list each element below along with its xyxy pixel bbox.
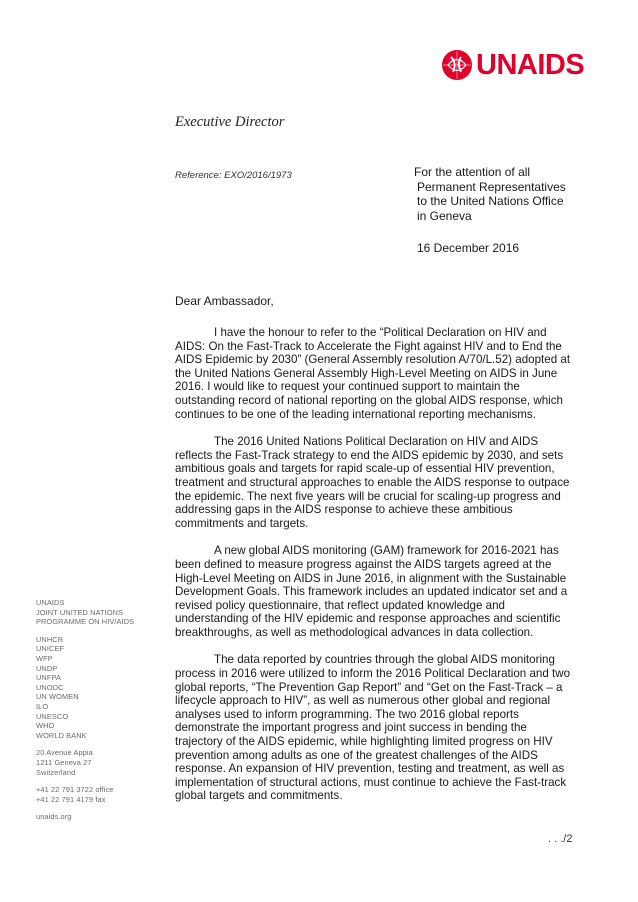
attention-block — [414, 165, 604, 223]
attention-line: in Geneva — [417, 208, 472, 223]
letter-body — [175, 326, 577, 817]
cosponsor-item: UNDP — [36, 663, 58, 673]
org-block — [36, 598, 166, 627]
letterhead-title: Executive Director — [175, 114, 285, 130]
org-line: JOINT UNITED NATIONS — [36, 607, 124, 617]
cosponsor-item: WHO — [36, 721, 55, 731]
reference-label: Reference: — [175, 170, 222, 181]
cosponsor-item: WORLD BANK — [36, 730, 87, 740]
address-block — [36, 748, 166, 777]
body-paragraph: A new global AIDS monitoring (GAM) framework for 2016-2021 has been defined to measure progress against the AIDS targets agreed at the High-Level Meeting on AIDS in June 2016, in alignment with the Sustainable Development Goals. This framework includes an updated indicator set and a revised policy questionnaire, that reflect updated knowledge and understanding of the HIV epidemic and response approaches and scientific breakthroughs, as well as methodological advances in data collection. — [175, 544, 568, 639]
page-number: . . ./2 — [548, 833, 573, 845]
cosponsor-item: ILO — [36, 701, 49, 711]
phone-line: +41 22 791 4179 fax — [36, 794, 106, 804]
cosponsor-item: UNFPA — [36, 673, 61, 683]
phone-block — [36, 785, 166, 804]
red-ribbon-icon — [440, 48, 474, 82]
attention-line: Permanent Representatives — [417, 179, 566, 194]
body-paragraph: I have the honour to refer to the “Political Declaration on HIV and AIDS: On the Fast-Track to Accelerate the Fight against HIV and to End the AIDS Epidemic by 2030” (General Assembly resolution A/70/L.52) adopted at the United Nations General Assembly High-Level Meeting on AIDS in June 2016. I would like to request your continued support to maintain the outstanding record of national reporting on the global AIDS response, which continues to be one of the leading international reporting mechanisms. — [175, 326, 571, 421]
attention-line: For the attention of all — [414, 165, 531, 179]
cosponsor-item: UNICEF — [36, 644, 65, 654]
org-line: UNAIDS — [36, 598, 65, 607]
unaids-logo — [440, 48, 584, 82]
phone-line: +41 22 791 3722 office — [36, 785, 114, 795]
reference-value: EXO/2016/1973 — [224, 170, 292, 181]
address-line: 1211 Geneva 27 — [36, 757, 92, 767]
address-line: Switzerland — [36, 767, 76, 777]
cosponsor-item: UN WOMEN — [36, 692, 79, 702]
cosponsor-item: UNODC — [36, 682, 64, 692]
cosponsor-item: WFP — [36, 653, 53, 663]
letter-date: 16 December 2016 — [417, 241, 520, 255]
reference-line — [175, 170, 292, 181]
cosponsor-item: UNESCO — [36, 711, 69, 721]
logo-wordmark: UNAIDS — [476, 48, 585, 81]
sidebar-info — [36, 598, 166, 822]
body-paragraph: The data reported by countries through the global AIDS monitoring process in 2016 were utilized to inform the 2016 Political Declaration and two global reports, “The Prevention Gap Report” and “Get on the Fast-Track – a lifecycle approach to HIV”, as well as numerous other global and regional analyses used to inform programming. The two 2016 global reports demonstrate the important progress and joint success in bending the trajectory of the AIDS epidemic, while highlighting limited progress on HIV prevention among adults as one of the greatest challenges of the AIDS response. An expansion of HIV prevention, testing and treatment, as well as implementation of structural actions, must continue to achieve the Fast-track global targets and commitments. — [175, 653, 571, 803]
org-line: PROGRAMME ON HIV/AIDS — [36, 617, 135, 627]
salutation: Dear Ambassador, — [175, 294, 274, 308]
cosponsor-item: UNHCR — [36, 634, 64, 644]
cosponsors-list — [36, 635, 166, 741]
attention-line: to the United Nations Office — [417, 194, 564, 208]
body-paragraph: The 2016 United Nations Political Declaration on HIV and AIDS reflects the Fast-Track strategy to end the AIDS epidemic by 2030, and sets ambitious goals and targets for rapid scale-up of essential HIV prevention, treatment and structural approaches to enable the AIDS response to outpace the epidemic. The next five years will be crucial for scaling-up progress and addressing gaps in the AIDS response to achieve these ambitious commitments and targets. — [175, 435, 570, 530]
address-line: 20 Avenue Appia — [36, 748, 93, 758]
website: unaids.org — [36, 812, 72, 822]
